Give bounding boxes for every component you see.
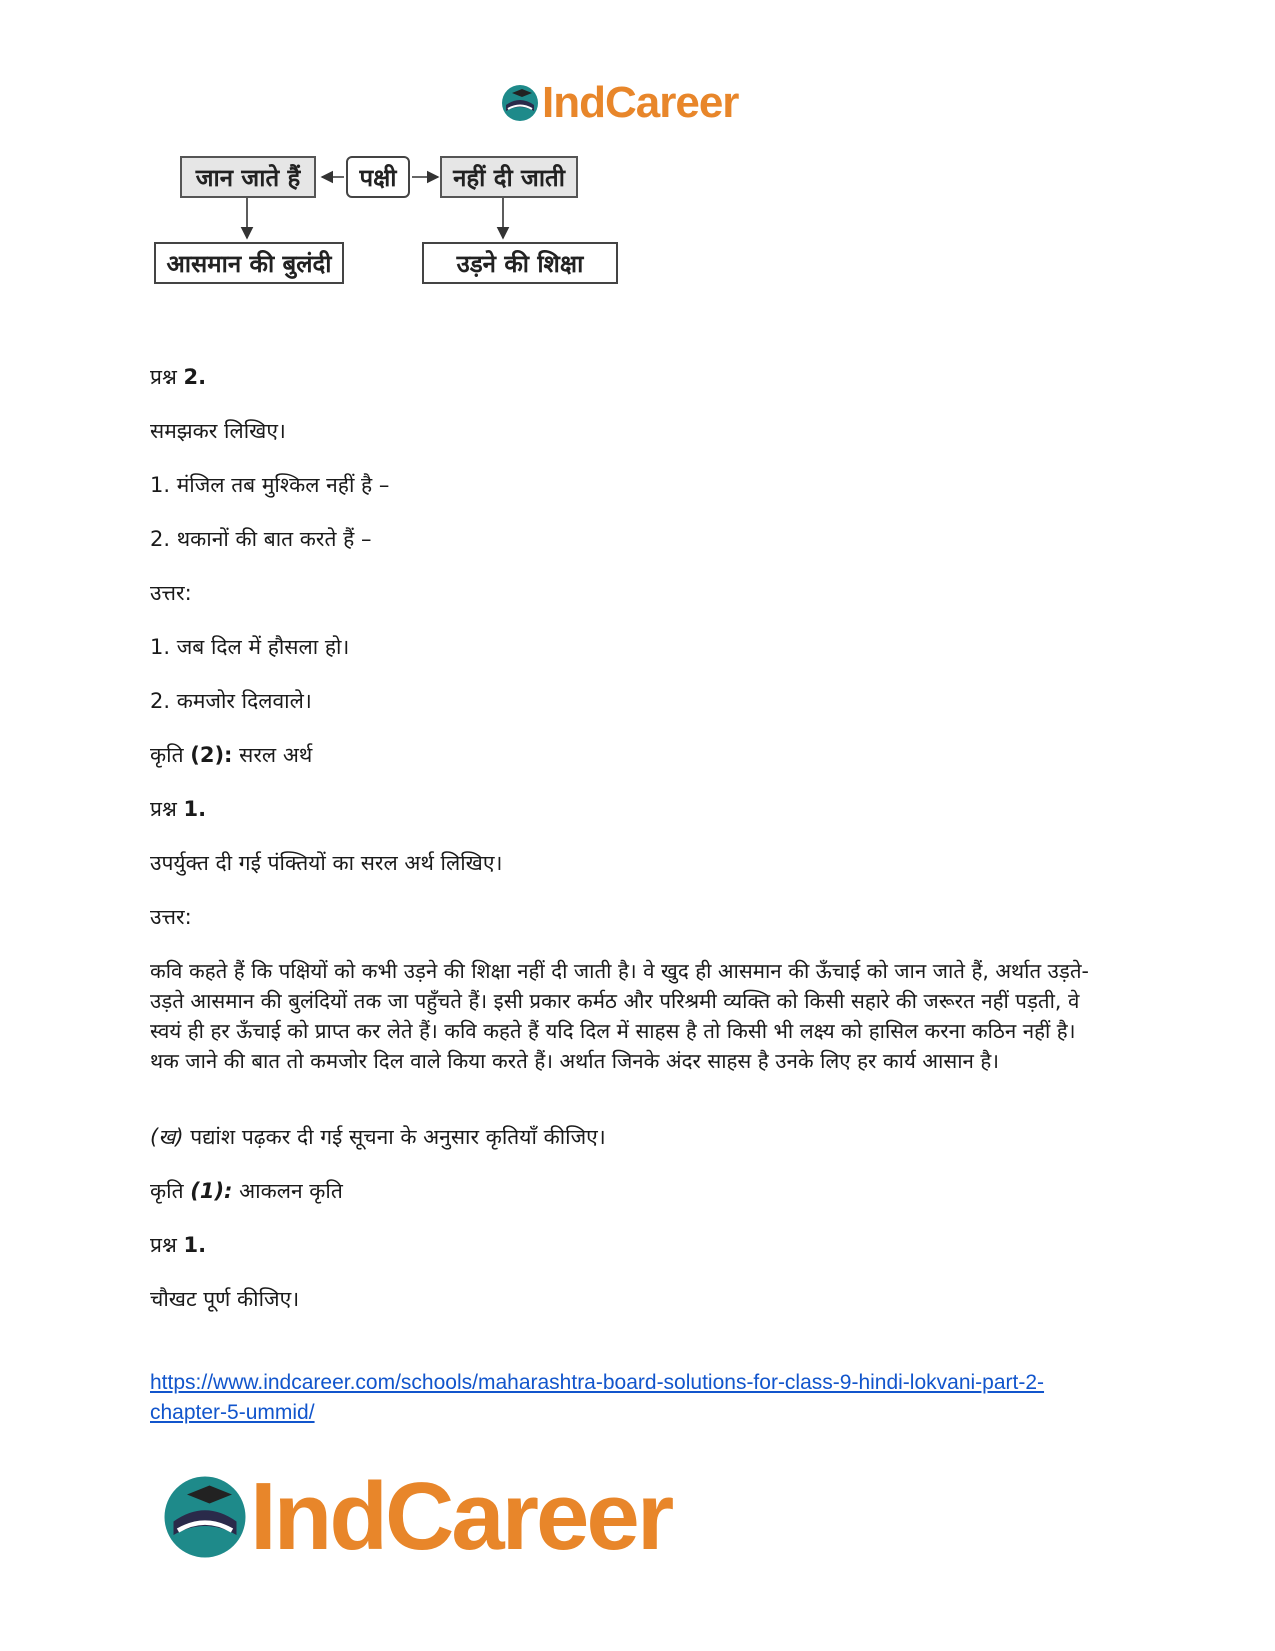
question-prefix: प्रश्न: [150, 1233, 177, 1257]
question-2-heading: [150, 362, 206, 392]
footer-logo: [160, 1462, 671, 1572]
question-number: 1.: [183, 1233, 207, 1257]
answer-item-1: 1. जब दिल में हौसला हो।: [150, 635, 350, 659]
kriti-number: (2):: [190, 743, 233, 767]
logo-text-career: Career: [384, 1463, 672, 1570]
logo-text-career: Career: [604, 78, 739, 127]
answer-label: उत्तर:: [150, 905, 192, 929]
answer-paragraph: कवि कहते हैं कि पक्षियों को कभी उड़ने की शिक्षा नहीं दी जाती है। वे खुद ही आसमान की ऊँचाई को जान जाते हैं, अर्थात उड़ते-उड़ते आसमान की बुलंदियों तक जा पहुँचते हैं। इसी प्रकार कर्मठ और परिश्रमी व्यक्ति को किसी सहारे की जरूरत नहीं पड़ती, वे स्वयं ही हर ऊँचाई को प्राप्त कर लेते हैं। कवि कहते हैं यदि दिल में साहस है तो किसी भी लक्ष्य को हासिल करना कठिन नहीं है। थक जाने की बात तो कमजोर दिल वाले किया करते हैं। अर्थात जिनके अंदर साहस है उनके लिए हर कार्य आसान है।: [150, 959, 1089, 1073]
question-1b-instruction: चौखट पूर्ण कीजिए।: [150, 1287, 300, 1311]
diagram-box-bottom-right: उड़ने की शिक्षा: [422, 242, 618, 284]
kriti-prefix: कृति: [150, 1179, 184, 1203]
question-1-instruction: उपर्युक्त दी गई पंक्तियों का सरल अर्थ लिखिए।: [150, 851, 503, 875]
section-instruction: पद्यांश पढ़कर दी गई सूचना के अनुसार कृतियाँ कीजिए।: [190, 1125, 606, 1149]
question-prefix: प्रश्न: [150, 797, 177, 821]
kriti-number: (1):: [190, 1179, 233, 1203]
question-2-item-2: 2. थकानों की बात करते हैं –: [150, 527, 372, 551]
section-kha-heading: [150, 1122, 606, 1152]
answer-item-2: 2. कमजोर दिलवाले।: [150, 689, 312, 713]
question-number: 2.: [183, 365, 207, 389]
kriti-title: सरल अर्थ: [239, 743, 313, 767]
kriti-prefix: कृति: [150, 743, 184, 767]
answer-label: उत्तर:: [150, 581, 192, 605]
question-1-heading: [150, 794, 206, 824]
globe-book-icon: [500, 83, 540, 123]
globe-book-icon: [160, 1472, 250, 1562]
diagram-box-right: नहीं दी जाती: [440, 156, 578, 198]
diagram-box-left: जान जाते हैं: [180, 156, 316, 198]
logo-text-ind: Ind: [542, 78, 605, 127]
question-1b-heading: [150, 1230, 206, 1260]
kriti-title: आकलन कृति: [239, 1179, 343, 1203]
question-2-instruction: समझकर लिखिए।: [150, 419, 286, 443]
question-prefix: प्रश्न: [150, 365, 177, 389]
concept-diagram: [150, 152, 630, 317]
diagram-box-center: पक्षी: [346, 156, 410, 198]
diagram-box-bottom-left: आसमान की बुलंदी: [154, 242, 344, 284]
question-2-item-1: 1. मंजिल तब मुश्किल नहीं है –: [150, 473, 390, 497]
section-label: (ख): [150, 1125, 184, 1149]
header-logo: [500, 78, 738, 128]
logo-text-ind: Ind: [250, 1463, 385, 1570]
kriti-1-heading: [150, 1176, 343, 1206]
source-link[interactable]: https://www.indcareer.com/schools/maharashtra-board-solutions-for-class-9-hindi-lokvani-part-2-chapter-5-ummid/: [150, 1371, 1045, 1424]
kriti-2-heading: [150, 740, 312, 770]
question-number: 1.: [183, 797, 207, 821]
